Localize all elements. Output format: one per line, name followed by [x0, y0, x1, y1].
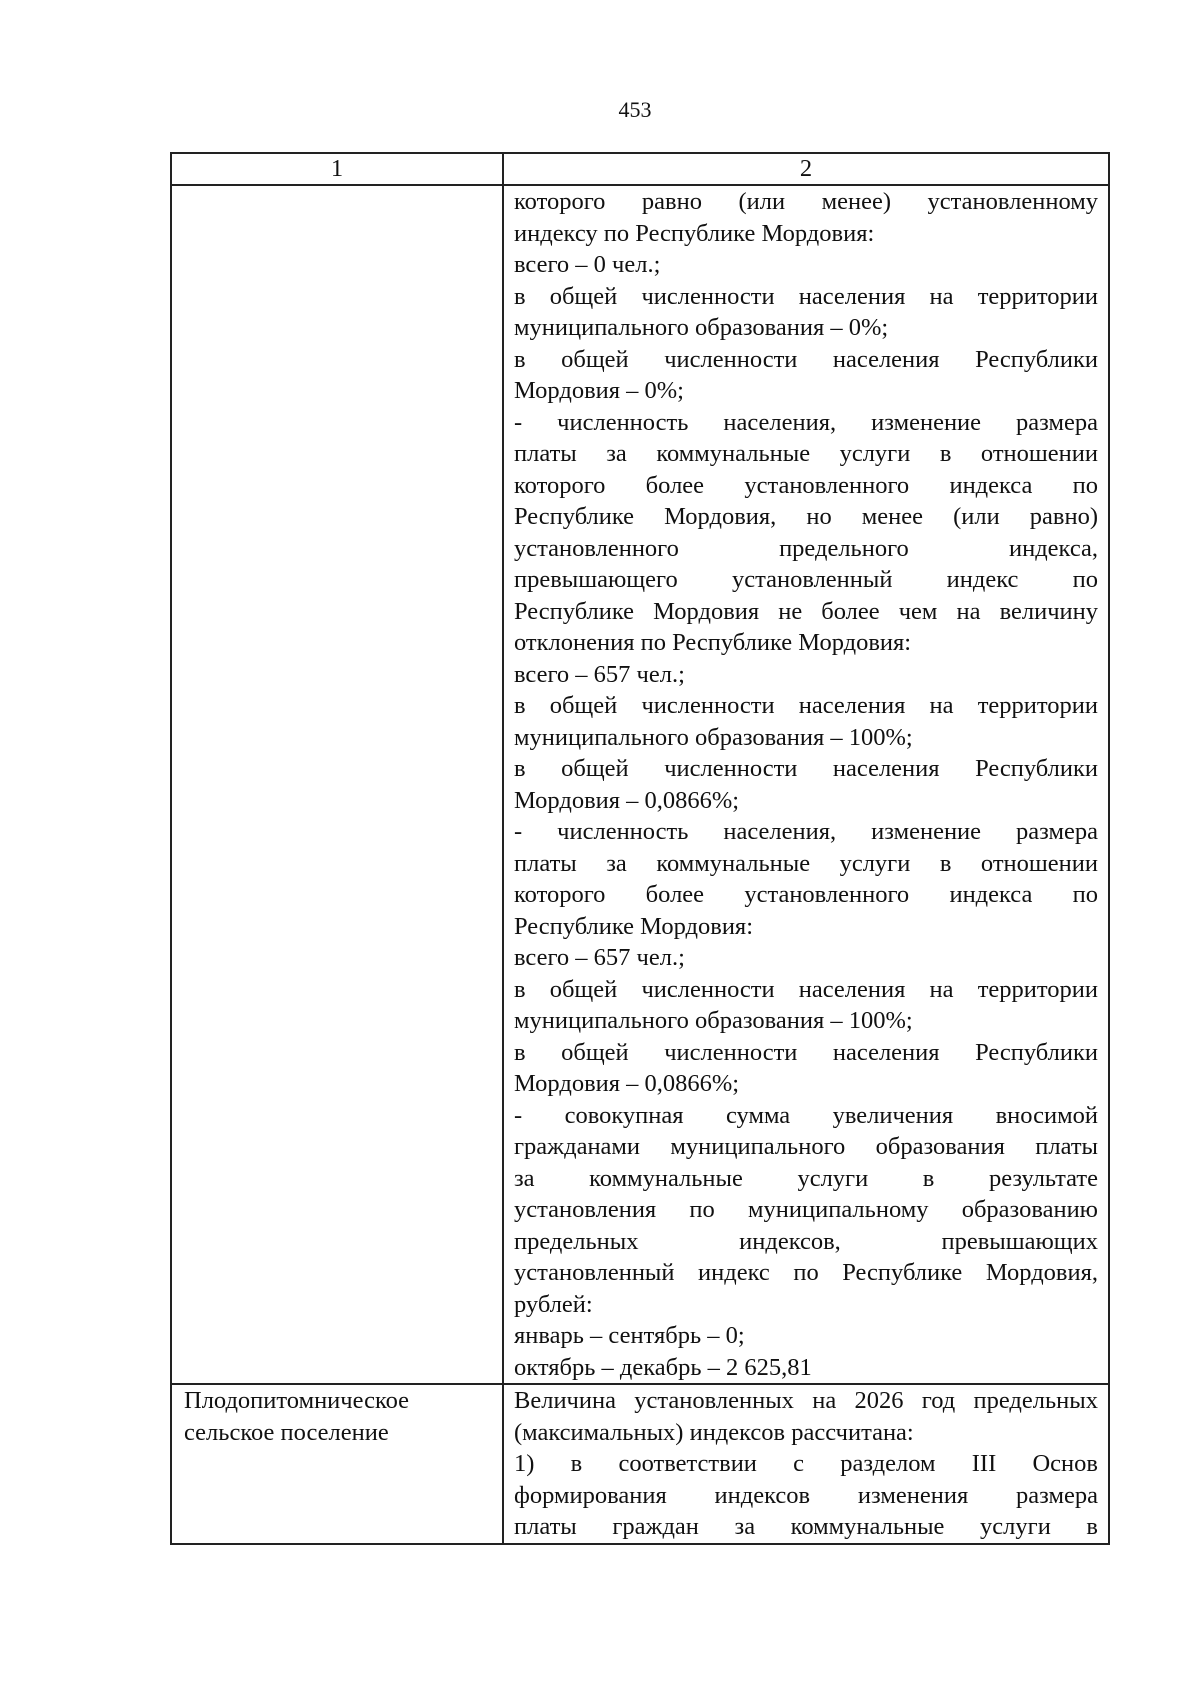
- description-line: - численность населения, изменение размера: [514, 408, 1098, 436]
- description-line: 1) в соответствии с разделом III Основ: [514, 1450, 1098, 1477]
- description-line: в общей численности населения Республики: [514, 755, 1098, 782]
- municipality-name-line: Плодопитомническое: [184, 1387, 410, 1414]
- description-line: платы граждан за коммунальные услуги в: [514, 1513, 1098, 1540]
- description-line: платы за коммунальные услуги в отношении: [514, 440, 1098, 467]
- description-line: - численность населения, изменение размера: [514, 818, 1098, 845]
- description-line: отклонения по Республике Мордовия:: [514, 629, 912, 656]
- municipality-name-cell: [171, 1384, 503, 1544]
- document-table: [170, 152, 1110, 1545]
- description-line: - совокупная сумма увеличения вносимой: [514, 1101, 1098, 1129]
- column-header-1: 1: [171, 153, 503, 185]
- description-line: муниципального образования – 100%;: [514, 723, 913, 751]
- description-cell: [503, 185, 1109, 1384]
- description-line: Мордовия – 0%;: [514, 377, 684, 404]
- description-line: в общей численности населения Республики: [514, 345, 1098, 373]
- description-line: Республике Мордовия не более чем на величину: [514, 597, 1098, 625]
- description-line: (максимальных) индексов рассчитана:: [514, 1418, 914, 1446]
- description-line: в общей численности населения Республики: [514, 1038, 1098, 1066]
- page-number: 453: [618, 97, 652, 122]
- description-line: всего – 657 чел.;: [514, 944, 685, 971]
- description-line: Республике Мордовия:: [514, 912, 754, 940]
- table-row: [171, 1384, 1109, 1544]
- description-line: индексу по Республике Мордовия:: [514, 219, 875, 247]
- description-line: муниципального образования – 100%;: [514, 1007, 913, 1034]
- description-line: январь – сентябрь – 0;: [514, 1322, 745, 1349]
- description-line: установленный индекс по Республике Мордовия,: [514, 1259, 1098, 1286]
- description-line: которого более установленного индекса по: [514, 881, 1098, 908]
- description-line: в общей численности населения на территории: [514, 692, 1098, 719]
- description-line: платы за коммунальные услуги в отношении: [514, 849, 1098, 877]
- description-line: муниципального образования – 0%;: [514, 314, 889, 341]
- description-line: Мордовия – 0,0866%;: [514, 786, 740, 814]
- table-body: [171, 185, 1109, 1544]
- description-line: формирования индексов изменения размера: [514, 1481, 1098, 1509]
- municipality-name-cell: [171, 185, 503, 1384]
- description-line: гражданами муниципального образования платы: [514, 1133, 1098, 1160]
- municipality-name-line: сельское поселение: [184, 1418, 389, 1446]
- description-line: которого более установленного индекса по: [514, 471, 1098, 499]
- description-line: которого равно (или менее) установленному: [514, 188, 1098, 215]
- table-row: [171, 185, 1109, 1384]
- description-line: Мордовия – 0,0866%;: [514, 1070, 740, 1097]
- description-line: установленного предельного индекса,: [514, 534, 1098, 562]
- description-line: предельных индексов, превышающих: [514, 1227, 1098, 1255]
- description-line: всего – 657 чел.;: [514, 660, 685, 688]
- column-header-2: 2: [503, 153, 1109, 185]
- description-line: рублей:: [514, 1290, 593, 1318]
- description-line: всего – 0 чел.;: [514, 251, 661, 278]
- description-line: Величина установленных на 2026 год предельных: [514, 1387, 1098, 1414]
- description-line: установления по муниципальному образованию: [514, 1196, 1098, 1223]
- description-line: за коммунальные услуги в результате: [514, 1164, 1098, 1192]
- description-line: Республике Мордовия, но менее (или равно): [514, 503, 1098, 530]
- description-cell: [503, 1384, 1109, 1544]
- description-line: в общей численности населения на территории: [514, 282, 1098, 310]
- table-header-row: [171, 153, 1109, 185]
- description-line: превышающего установленный индекс по: [514, 566, 1098, 593]
- description-line: в общей численности населения на территории: [514, 975, 1098, 1003]
- description-line: октябрь – декабрь – 2 625,81: [514, 1353, 812, 1381]
